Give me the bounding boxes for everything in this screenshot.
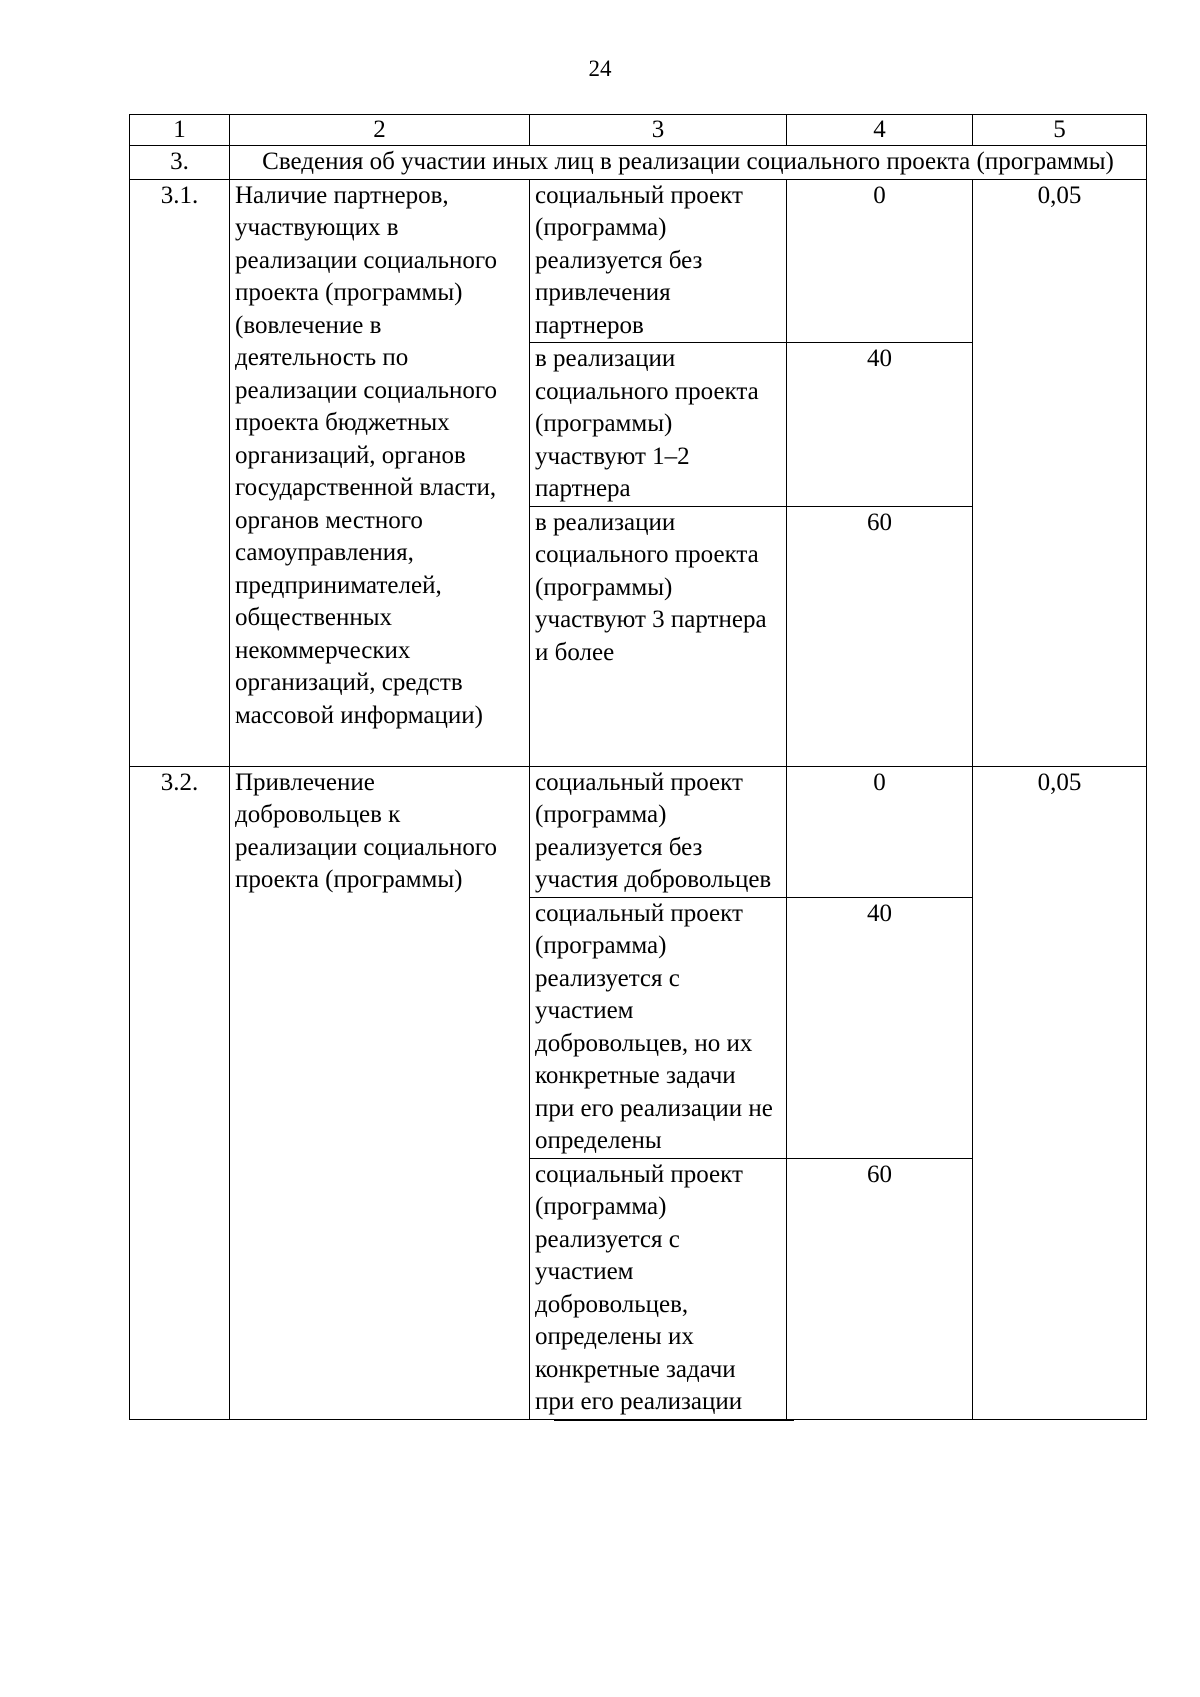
column-number: 5 — [973, 115, 1147, 146]
column-number: 4 — [787, 115, 973, 146]
column-number-row — [130, 115, 1147, 146]
criterion-description: Привлечение добровольцев к реализации социального проекта (программы) — [230, 766, 530, 1419]
option-text: социальный проект (программа) реализуется с участием добровольцев, определены их конкретные задачи при его реализации — [530, 1158, 787, 1419]
option-text: социальный проект (программа) реализуется без участия добровольцев — [530, 766, 787, 897]
option-score: 0 — [787, 766, 973, 897]
section-number: 3. — [130, 146, 230, 180]
page-number: 24 — [588, 56, 612, 81]
criterion-weight: 0,05 — [973, 766, 1147, 1419]
criterion-description: Наличие партнеров, участвующих в реализации социального проекта (программы) (вовлечение в деятельность по реализации социального проекта бюджетных организаций, органов государственной власти, органов местного самоуправления, предпринимателей, общественных некоммерческих организаций, средств массовой информации) — [230, 179, 530, 766]
section-title: Сведения об участии иных лиц в реализации социального проекта (программы) — [230, 146, 1147, 180]
table-row — [130, 179, 1147, 343]
criterion-number: 3.1. — [130, 179, 230, 766]
option-text: в реализации социального проекта (программы) участвуют 1–2 партнера — [530, 343, 787, 507]
section-row — [130, 146, 1147, 180]
option-score: 60 — [787, 506, 973, 766]
option-score: 60 — [787, 1158, 973, 1419]
criterion-weight: 0,05 — [973, 179, 1147, 766]
option-text: социальный проект (программа) реализуется с участием добровольцев, но их конкретные задачи при его реализации не определены — [530, 897, 787, 1158]
option-text: социальный проект (программа) реализуется без привлечения партнеров — [530, 179, 787, 343]
option-score: 0 — [787, 179, 973, 343]
option-score: 40 — [787, 897, 973, 1158]
option-text: в реализации социального проекта (программы) участвуют 3 партнера и более — [530, 506, 787, 766]
column-number: 2 — [230, 115, 530, 146]
criteria-table — [129, 114, 1147, 1420]
option-score: 40 — [787, 343, 973, 507]
column-number: 1 — [130, 115, 230, 146]
table-row — [130, 766, 1147, 897]
footer-rule — [554, 1420, 794, 1421]
criterion-number: 3.2. — [130, 766, 230, 1419]
column-number: 3 — [530, 115, 787, 146]
